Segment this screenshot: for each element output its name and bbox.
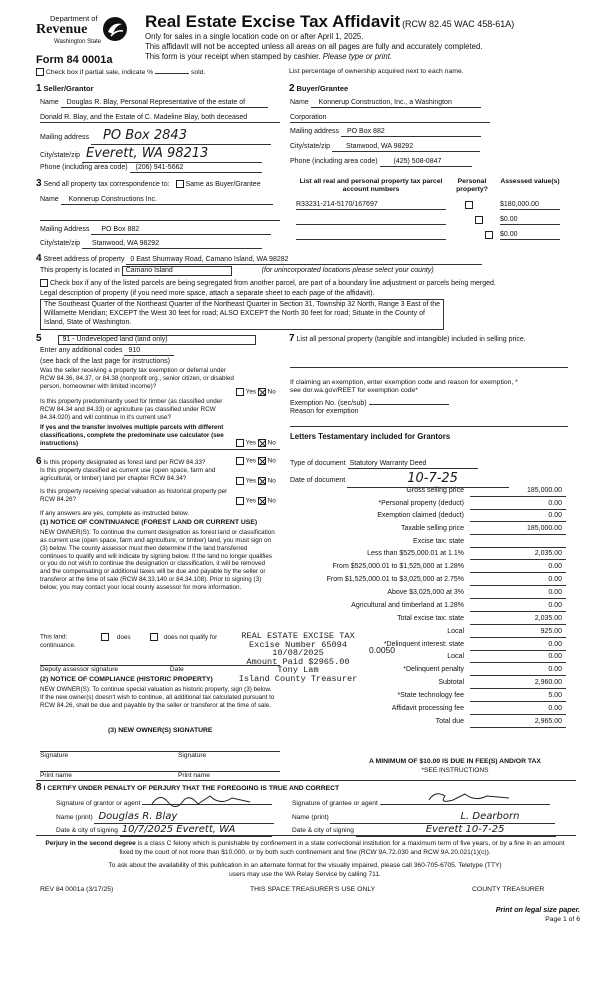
seller-name-line2[interactable]: Donald R. Blay, and the Estate of C. Madeline Blay, both deceased (40, 114, 280, 123)
tax-line-value[interactable]: 0.00 (470, 602, 566, 612)
tax-line (290, 576, 570, 587)
buyer-phone-value[interactable]: (425) 508-0847 (380, 158, 472, 167)
treasurer-use-only: THIS SPACE TREASURER'S USE ONLY (250, 886, 376, 893)
tax-line (290, 538, 570, 549)
yes-label: Yes (245, 388, 257, 396)
grantor-date-city[interactable]: 10/7/2025 Everett, WA (120, 824, 272, 837)
county-treasurer: COUNTY TREASURER (472, 886, 545, 893)
corr-city-value[interactable]: Stanwood, WA 98292 (82, 240, 262, 249)
land-use-select[interactable]: 91 - Undeveloped land (land only) (58, 335, 256, 345)
buyer-heading: Buyer/Grantee (296, 84, 349, 93)
tax-line-value[interactable]: 0.00 (470, 576, 566, 586)
no-label: No (267, 388, 276, 396)
grantee-name-label: Name (print) (292, 814, 329, 821)
print-name-label-1: Print name (40, 772, 72, 779)
yes-label: Yes (245, 497, 257, 505)
stamp-line-1: REAL ESTATE EXCISE TAX (241, 631, 355, 641)
reason-input[interactable] (290, 419, 568, 427)
corr-heading-num: 3 (36, 178, 42, 189)
tax-line-value[interactable]: 0.00 (470, 666, 566, 676)
new-owner-sig-title: (3) NEW OWNER(S) SIGNATURE (108, 727, 213, 734)
sec5-num: 5 (36, 333, 42, 344)
tax-line-label: Subtotal (438, 679, 464, 686)
tax-line-value[interactable]: 925.00 (470, 628, 566, 638)
print-name-label-2: Print name (178, 772, 210, 779)
sec5-q1: Was the seller receiving a property tax exemption or deferral under RCW 84.36, 84.37, or 84.38 (nonprofit org., senior citizen, or disabled person, homeowner with limited income)? (40, 367, 234, 390)
subtitle-3a: This form is your receipt when stamped by cashier. (145, 52, 321, 61)
same-as-buyer-checkbox[interactable] (176, 180, 184, 188)
tax-line-label: Local (447, 653, 464, 660)
does-label: does (116, 633, 131, 641)
stamp-line-3: 10/08/2025 (272, 648, 324, 659)
stamp-line-4: Amount Paid $2965.00 (246, 656, 350, 667)
located-note: (for unincorporated locations please select your county) (261, 267, 434, 274)
legal-label: Legal description of property (if you need more space, attach a separate sheet to each page of the affidavit). (40, 290, 375, 297)
notice1-title: (1) NOTICE OF CONTINUANCE (FOREST LAND OR CURRENT USE) (40, 519, 258, 526)
tax-line-value[interactable]: 185,000.00 (470, 525, 566, 535)
assessed-value-1[interactable]: $180,000.00 (500, 201, 560, 210)
tax-line-label: Exemption claimed (deduct) (377, 512, 464, 519)
notice1-text: NEW OWNER(S): To continue the current designation as forest land or classification as current use (open space, farm and agriculture, or timber) land, you must sign on (3) below. The county assessor must then determine if the land transferred continues to qualify and will indicate by signing below. If the land no longer qualifies or you do not wish to continue the designation or classification, it will be removed and the compensating or additional taxes will be due and payable by the seller or transferor at the time of sale (RCW 84.33.140 or 84.34.108). Prior to signing (3) below, you may contact your local county assessor for more information. (40, 529, 275, 592)
sec6-num: 6 (36, 456, 42, 467)
personal-property-checkbox-1[interactable] (465, 201, 473, 209)
buyer-name-label: Name (290, 99, 309, 106)
yes-label: Yes (245, 477, 257, 485)
tax-line (290, 563, 570, 574)
ownership-note: List percentage of ownership acquired next to each name. (289, 68, 464, 75)
tax-line-value[interactable]: 0.00 (470, 589, 566, 599)
grantee-date-city[interactable]: Everett 10-7-25 (356, 824, 556, 837)
tax-line-label: Above $3,025,000 at 3% (387, 589, 464, 596)
buyer-name-line2[interactable]: Corporation (290, 114, 490, 123)
tax-line-value[interactable]: 2,960.00 (470, 679, 566, 689)
tax-line (290, 589, 570, 600)
legal-paper-note: Print on legal size paper. (495, 905, 580, 914)
excise-tax-stamp (228, 632, 368, 684)
tax-line (290, 692, 570, 703)
tax-line (290, 500, 570, 511)
no-label: No (267, 439, 276, 447)
tax-line-value[interactable]: 185,000.00 (470, 487, 566, 497)
corr-name-label: Name (40, 196, 59, 203)
page-number: Page 1 of 6 (545, 916, 580, 923)
grantor-sig-label: Signature of grantor or agent (56, 800, 141, 807)
assessed-value-2[interactable]: $0.00 (500, 216, 560, 225)
tax-line-label: Affidavit processing fee (391, 705, 464, 712)
street-heading-num: 4 (36, 253, 42, 264)
corr-city-label: City/state/zip (40, 240, 81, 247)
grantee-sig-label: Signature of grantee or agent (292, 800, 378, 807)
yes-label: Yes (245, 457, 257, 465)
signature-label-2: Signature (178, 752, 207, 759)
seller-city-label: City/state/zip (40, 152, 81, 159)
does-not-checkbox[interactable] (150, 633, 158, 641)
sec6-q3-yes[interactable] (236, 497, 244, 505)
sec6-q4: If any answers are yes, complete as instructed below. (40, 510, 190, 517)
does-not-label: does not qualify for (163, 633, 218, 641)
seller-heading: Seller/Grantor (43, 84, 94, 93)
corr-mailing-value[interactable]: PO Box 882 (91, 226, 271, 235)
sec5-q1-no[interactable] (258, 388, 266, 396)
logo-dept-line3: Washington State (54, 39, 102, 45)
assessed-value-3[interactable]: $0.00 (500, 231, 560, 240)
parcel-number-3[interactable] (296, 231, 446, 240)
sec6-q2: Is this property classified as current use (open space, farm and agricultural, or timber) land per chapter RCW 84.34? (40, 467, 216, 482)
seller-phone-value[interactable]: (206) 941-5662 (130, 164, 262, 173)
tax-line (290, 602, 570, 613)
segregated-label: Check box if any of the listed parcels are being segregated from another parcel, are part of a boundary line adjustment or parcels being merged. (49, 279, 496, 287)
alt-format-notice: To ask about the availability of this publication in an alternate format for the visually impaired, please call 360-705-6705. Teletype (TTY) users may use the WA Relay Service by calling 711. (108, 862, 502, 878)
exemption-no-label: Exemption No. (sec/sub) (290, 400, 367, 407)
tax-line-value[interactable]: 0.00 (470, 705, 566, 715)
form-number: Form 84 0001a (36, 54, 113, 66)
subtitle-3b: Please type or print. (322, 52, 393, 61)
tax-line (290, 550, 570, 561)
tax-line-label: Gross selling price (406, 487, 464, 494)
doc-date-value[interactable]: 10-7-25 (347, 471, 509, 488)
logo-dept-line1: Department of (50, 14, 98, 23)
logo-dept-line2: Revenue (36, 22, 88, 37)
grantee-name-print[interactable]: L. Dearborn (330, 811, 555, 824)
tax-line-label: *Delinquent interest: state (383, 641, 464, 648)
local-rate: 0.0050 (369, 645, 395, 655)
tax-line (290, 705, 570, 716)
signature-label-1: Signature (40, 752, 69, 759)
partial-sale-label: Check box if partial sale, indicate % (45, 68, 154, 76)
no-label: No (267, 497, 276, 505)
buyer-city-label: City/state/zip (290, 143, 331, 150)
tax-line-label: *Personal property (deduct) (378, 500, 464, 507)
tax-line-value[interactable]: 0.00 (470, 500, 566, 510)
segregated-checkbox[interactable] (40, 279, 48, 287)
tax-line-label: From $1,525,000.01 to $3,025,000 at 2.75% (326, 576, 464, 583)
sec6-q3-no[interactable] (258, 497, 266, 505)
subtitle-1: Only for sales in a single location code on or after April 1, 2025. (145, 32, 364, 41)
sec5-q2: Is this property predominantly used for timber (as classified under RCW 84.34 and 84.33) or agriculture (as classified under RCW 84.34.020) and will continue in it's current use? (40, 398, 223, 421)
seller-name-label: Name (40, 99, 59, 106)
sec6-q2-yes[interactable] (236, 477, 244, 485)
sec6-q3: Is this property receiving special valuation as historical property per RCW 84.26? (40, 488, 228, 503)
tax-line (290, 718, 570, 729)
sec6-q1-no[interactable] (258, 457, 266, 465)
tax-line-value[interactable]: 0.00 (470, 563, 566, 573)
sec6-q2-no[interactable] (258, 477, 266, 485)
same-as-buyer-label: Same as Buyer/Grantee (185, 181, 261, 188)
tax-line-value[interactable]: 0.00 (470, 512, 566, 522)
tax-line-value[interactable] (470, 538, 566, 548)
buyer-mailing-label: Mailing address (290, 128, 340, 135)
assessed-col-header: Assessed value(s) (500, 178, 560, 185)
grantor-date-label: Date & city of signing (56, 827, 118, 834)
tax-line (290, 487, 570, 498)
tax-line-value[interactable]: 0.00 (470, 653, 566, 663)
doc-type-label: Type of document (290, 460, 346, 467)
buyer-city-value[interactable]: Stanwood, WA 98292 (332, 143, 480, 152)
parcel-col-header: List all real and personal property tax parcel account numbers (299, 178, 443, 194)
letters-testamentary: Letters Testamentary included for Grantors (290, 432, 451, 441)
notice2-text: NEW OWNER(S): To continue special valuation as historic property, sign (3) below. If the new owner(s) doesn't wish to continue, all additional tax calculated pursuant to RCW 84.26, shall be due and payable by the seller or transferor at the time of sale. (40, 686, 275, 709)
tax-line (290, 512, 570, 523)
stamp-line-6: Island County Treasurer (238, 673, 358, 684)
tax-line-label: Local (447, 628, 464, 635)
street-value[interactable]: 0 East Shumway Road, Camano Island, WA 98282 (126, 256, 482, 265)
yes-label: Yes (245, 439, 257, 447)
tax-line-value[interactable]: 0.00 (470, 641, 566, 651)
exemption-text: If claiming an exemption, enter exemption code and reason for exemption, * see dor.wa.gov/REET for exemption code* (290, 379, 518, 395)
personal-col-header: Personal property? (456, 178, 488, 194)
see-back: (see back of the last page for instructions) (40, 358, 170, 365)
buyer-mailing-value[interactable]: PO Box 882 (341, 128, 481, 137)
no-label: No (267, 457, 276, 465)
tax-line-label: Excise tax: state (413, 538, 464, 545)
corr-name-value[interactable]: Konnerup Constructions Inc. (61, 196, 273, 205)
grantor-name-print[interactable]: Douglas R. Blay (94, 811, 274, 824)
add-codes-value[interactable]: 910 (124, 347, 174, 356)
tax-line-label: Less than $525,000.01 at 1.1% (367, 550, 464, 557)
partial-sold-label: sold. (190, 68, 206, 76)
deputy-date-label: Date (169, 666, 184, 673)
tax-line-value[interactable]: 2,035.00 (470, 615, 566, 625)
subtitle-2: This affidavit will not be accepted unless all areas on all pages are fully and accurately completed. (145, 42, 483, 51)
does-checkbox[interactable] (101, 633, 109, 641)
notice2-title: (2) NOTICE OF COMPLIANCE (HISTORIC PROPERTY) (40, 676, 213, 683)
this-land-label: This land: (40, 633, 68, 641)
sec5-q2-no[interactable] (258, 439, 266, 447)
dor-logo (36, 12, 130, 52)
tax-line-label: Taxable selling price (400, 525, 464, 532)
tax-line-label: *Delinquent penalty (403, 666, 464, 673)
rev-number: REV 84 0001a (3/17/25) (40, 886, 114, 893)
grantee-signature-scribble (425, 788, 515, 808)
seller-mailing-value[interactable]: PO Box 2843 (91, 128, 271, 145)
personal-property-checkbox-2[interactable] (475, 216, 483, 224)
grantee-date-label: Date & city of signing (292, 827, 354, 834)
stamp-line-5: Tony Lam (277, 665, 319, 676)
stamp-line-2: Excise Number 65094 (249, 639, 347, 650)
sec5-q1-yes[interactable] (236, 388, 244, 396)
sec5-q2b: If yes and the transfer involves multiple parcels with different classifications, complete the predominate use calculator (see instructions) (40, 424, 224, 447)
sec6-q1: Is this property designated as forest land per RCW 84.33? (43, 459, 206, 466)
legal-description[interactable]: The Southeast Quarter of the Northeast Quarter of the Northeast Quarter in Section 31, Township 32 North, Range 3 East of the Willamette Meridian; EXCEPT the West 30 feet for road; ALSO EXCEPT the North 30 feet for road; Situate in the County of Island, State of Washington. (40, 299, 444, 330)
tax-line (290, 615, 570, 626)
tax-line-label: From $525,000.01 to $1,525,000 at 1.28% (332, 563, 464, 570)
tax-line-value[interactable]: 2,965.00 (470, 718, 566, 728)
perjury-text: is a class C felony which is punishable by confinement in a state correctional institution for a maximum term of five years, or by a fine in an amount fixed by the court of not more than $10,000, or by both such confinement and fine (RCW 9A.72.030 and RCW 9A.20.021(1)(c)). (119, 840, 565, 856)
seller-mailing-label: Mailing address (40, 134, 90, 141)
continuance-label: continuance. (40, 642, 76, 649)
located-label: This property is located in (40, 267, 120, 274)
grantor-name-label: Name (print) (56, 814, 93, 821)
tax-line-label: Total excise tax: state (397, 615, 464, 622)
partial-sale-checkbox[interactable] (36, 68, 44, 76)
parcel-number-2[interactable] (296, 216, 446, 225)
street-label: Street address of property (43, 256, 125, 263)
sec5-q2-yes[interactable] (236, 439, 244, 447)
dor-swirl-icon (102, 16, 128, 42)
tax-line-value[interactable]: 2,035.00 (470, 550, 566, 560)
doc-type-value[interactable]: Statutory Warranty Deed (348, 460, 478, 469)
sec8-heading: I CERTIFY UNDER PENALTY OF PERJURY THAT THE FOREGOING IS TRUE AND CORRECT (43, 785, 340, 792)
tax-line-label: *State technology fee (397, 692, 464, 699)
seller-phone-label: Phone (including area code) (40, 164, 128, 171)
exemption-no-input[interactable] (369, 397, 449, 405)
parcel-number-1[interactable]: R33231-214-5170/167697 (296, 201, 446, 210)
perjury-bold: Perjury in the second degree (45, 840, 136, 847)
see-instructions: *SEE INSTRUCTIONS (421, 767, 489, 774)
grantor-signature-scribble (150, 790, 260, 810)
deputy-sig-label: Deputy assessor signature (40, 666, 119, 673)
corr-heading: Send all property tax correspondence to: (43, 181, 170, 188)
located-select[interactable]: Camano Island (122, 266, 232, 276)
perjury-notice (40, 840, 570, 857)
buyer-name-line1[interactable]: Konnerup Construction, Inc., a Washington (311, 99, 481, 108)
tax-line-label: Total due (435, 718, 464, 725)
sec6-q1-yes[interactable] (236, 457, 244, 465)
title-ref: (RCW 82.45 WAC 458-61A) (402, 19, 515, 29)
seller-heading-num: 1 (36, 83, 42, 94)
tax-line (290, 525, 570, 536)
tax-line-label: Agricultural and timberland at 1.28% (351, 602, 464, 609)
no-label: No (267, 477, 276, 485)
page-title: Real Estate Excise Tax Affidavit (145, 12, 401, 31)
buyer-phone-label: Phone (including area code) (290, 158, 378, 165)
seller-name-line1[interactable]: Douglas R. Blay, Personal Representative of the estate of (61, 99, 268, 108)
seller-city-value[interactable]: Everett, WA 98213 (82, 146, 262, 163)
personal-property-checkbox-3[interactable] (485, 231, 493, 239)
sec7-num: 7 (289, 333, 295, 344)
add-codes-label: Enter any additional codes (40, 347, 123, 354)
tax-line-value[interactable]: 5.00 (470, 692, 566, 702)
minimum-due: A MINIMUM OF $10.00 IS DUE IN FEE(S) AND/OR TAX (369, 758, 541, 765)
corr-mailing-label: Mailing Address (40, 226, 90, 233)
sec7-text: List all personal property (tangible and intangible) included in selling price. (296, 336, 526, 343)
buyer-heading-num: 2 (289, 83, 295, 94)
doc-date-label: Date of document (290, 477, 346, 484)
sec8-num: 8 (36, 782, 42, 793)
reason-label: Reason for exemption (290, 408, 359, 415)
